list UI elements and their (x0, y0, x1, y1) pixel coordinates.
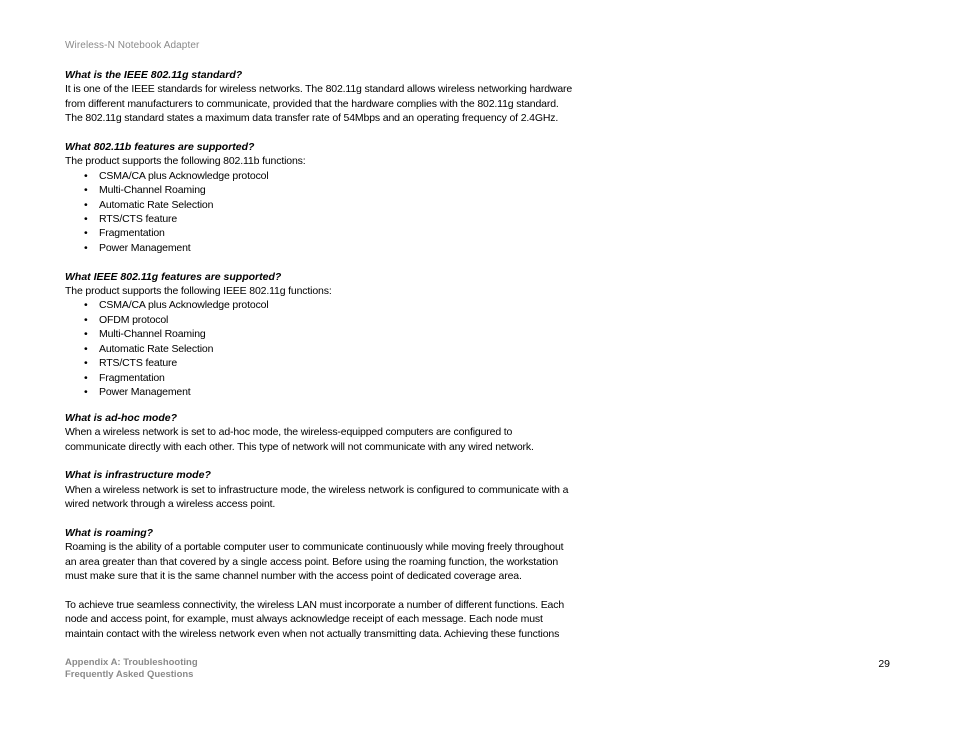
answer-line: from different manufacturers to communicate, provided that the hardware complies with the 802.11g standard. (65, 97, 559, 110)
question-heading: What IEEE 802.11g features are supported? (65, 270, 282, 283)
answer-line: When a wireless network is set to infrastructure mode, the wireless network is configured to communicate with a (65, 483, 569, 496)
question-heading: What 802.11b features are supported? (65, 141, 255, 154)
question-heading: What is ad-hoc mode? (65, 411, 178, 424)
list-item: • OFDM protocol (65, 313, 605, 327)
faq-ieee-80211g-standard (65, 68, 605, 126)
list-item: • Power Management (65, 241, 605, 255)
list-item: • RTS/CTS feature (65, 356, 605, 370)
answer-line: node and access point, for example, must always acknowledge receipt of each message. Each node must (65, 613, 543, 626)
answer-line: The 802.11g standard states a maximum data transfer rate of 54Mbps and an operating frequency of 2.4GHz. (65, 112, 559, 125)
page-number: 29 (878, 658, 890, 670)
answer-line: Roaming is the ability of a portable computer user to communicate continuously while moving freely throughout (65, 541, 564, 554)
list-item: • Power Management (65, 385, 605, 399)
list-item: • RTS/CTS feature (65, 212, 605, 226)
question-heading: What is the IEEE 802.11g standard? (65, 69, 243, 81)
question-heading: What is infrastructure mode? (65, 469, 211, 482)
faq-ieee-80211g-features (65, 270, 605, 400)
footer-appendix: Appendix A: Troubleshooting (65, 657, 198, 668)
footer-section-title (65, 657, 198, 681)
list-item: • Multi-Channel Roaming (65, 327, 605, 341)
list-item: • Fragmentation (65, 371, 605, 385)
spacer (65, 454, 605, 468)
list-item: • Automatic Rate Selection (65, 342, 605, 356)
faq-ad-hoc-mode (65, 411, 605, 454)
question-heading: What is roaming? (65, 526, 154, 539)
spacer (65, 584, 605, 598)
answer-line: must make sure that it is the same channel number with the access point of dedicated coverage area. (65, 570, 522, 583)
running-header: Wireless-N Notebook Adapter (65, 40, 200, 51)
answer-line: communicate directly with each other. This type of network will not communicate with any wired network. (65, 440, 534, 453)
answer-line: The product supports the following IEEE 802.11g functions: (65, 285, 332, 298)
list-item: • Fragmentation (65, 226, 605, 240)
page-content (65, 68, 605, 641)
list-item: • Multi-Channel Roaming (65, 183, 605, 197)
list-item: • Automatic Rate Selection (65, 198, 605, 212)
spacer (65, 255, 605, 269)
list-item: • CSMA/CA plus Acknowledge protocol (65, 298, 605, 312)
answer-line: maintain contact with the wireless network even when not actually transmitting data. Achieving these functions (65, 627, 560, 640)
answer-line: When a wireless network is set to ad-hoc mode, the wireless-equipped computers are configured to (65, 426, 513, 439)
answer-line: The product supports the following 802.11b functions: (65, 155, 306, 168)
spacer (65, 126, 605, 140)
answer-line: an area greater than that covered by a single access point. Before using the roaming function, the workstation (65, 555, 559, 568)
feature-list (65, 169, 605, 255)
faq-roaming (65, 526, 605, 641)
spacer (65, 399, 605, 410)
answer-line: wired network through a wireless access point. (65, 498, 276, 511)
footer-subtitle: Frequently Asked Questions (65, 669, 194, 680)
faq-80211b-features (65, 140, 605, 255)
answer-line: It is one of the IEEE standards for wireless networks. The 802.11g standard allows wireless networking hardware (65, 83, 573, 96)
faq-infrastructure-mode (65, 468, 605, 511)
spacer (65, 512, 605, 526)
list-item: • CSMA/CA plus Acknowledge protocol (65, 169, 605, 183)
feature-list (65, 298, 605, 399)
answer-line: To achieve true seamless connectivity, the wireless LAN must incorporate a number of different functions. Each (65, 598, 565, 611)
